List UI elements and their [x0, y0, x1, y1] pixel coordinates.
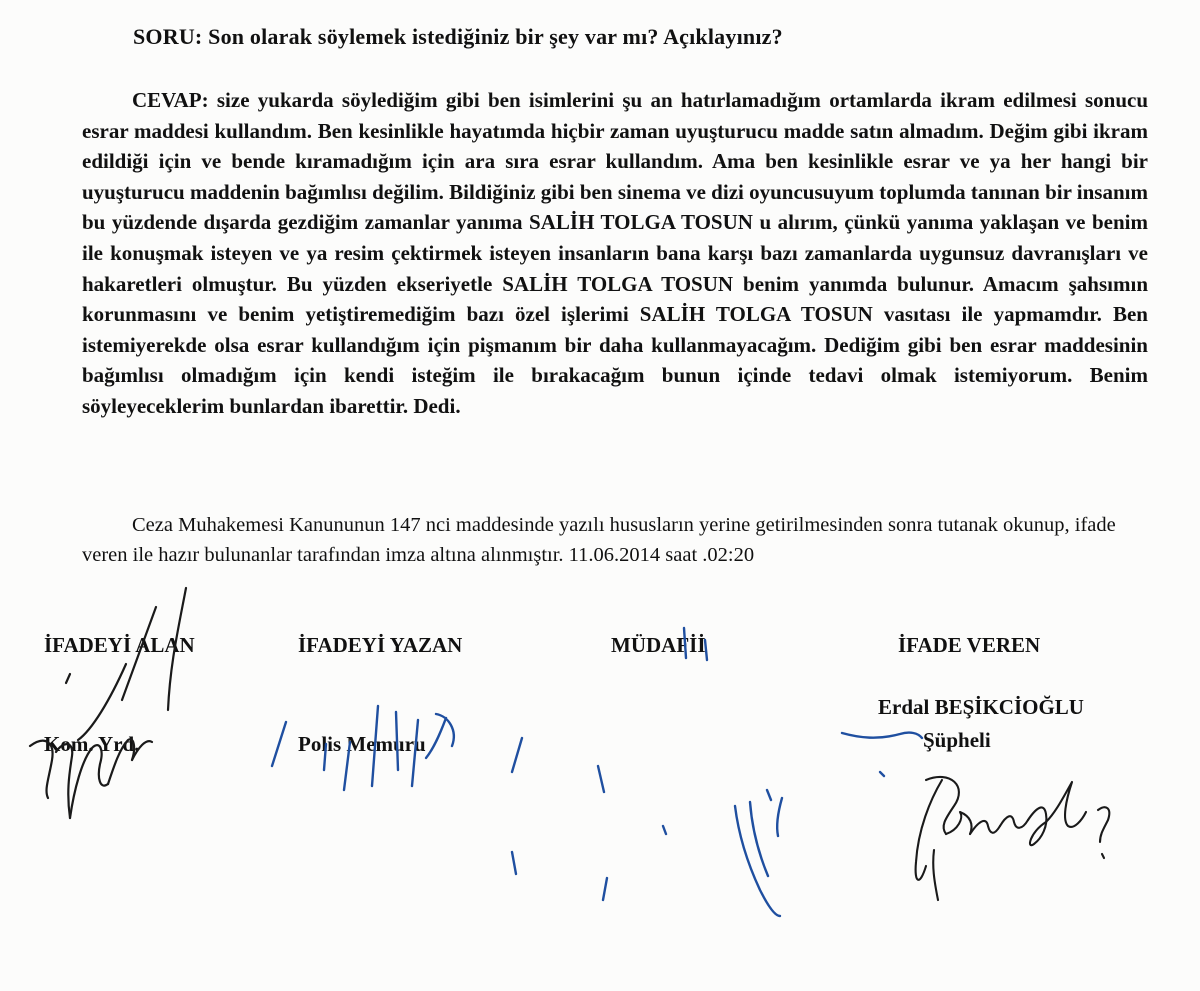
giver-signature-icon [916, 777, 1110, 900]
statement-writer-label: İFADEYİ YAZAN [298, 633, 463, 657]
answer-name: SALİH TOLGA TOSUN [639, 302, 873, 327]
statement-writer-title: Polis Memuru [298, 732, 426, 756]
statement-giver-title: Şüpheli [923, 728, 991, 752]
statement-giver-label: İFADE VEREN [898, 633, 1041, 657]
statement-giver-name: Erdal BEŞİKCİOĞLU [878, 695, 1084, 719]
statement-taker-label: İFADEYİ ALAN [44, 633, 195, 657]
answer-name: SALİH TOLGA TOSUN [529, 210, 753, 235]
taker-signature-icon [30, 588, 186, 818]
question-line: SORU: Son olarak söylemek istediğiniz bir şey var mı? Açıklayınız? [133, 24, 783, 49]
answer-name: SALİH TOLGA TOSUN [502, 271, 734, 296]
closing-paragraph: Ceza Muhakemesi Kanununun 147 nci maddesinde yazılı hususların yerine getirilmesinden sonra tutanak okunup, ifade veren ile hazır bulunanlar tarafından imza altına alınmıştır. 11.06.2014 saat .02:20 [82, 514, 1116, 566]
counsel-signature-icon [512, 628, 922, 916]
answer-text: benim yanımda bulunur. Amacım şahsımın korunmasını ve benim yetiştiremediğim bazı özel işlerimi [82, 271, 1148, 327]
statement-taker-title: Kom. Yrd. [44, 732, 140, 756]
answer-text: u alırım, çünkü yanıma yaklaşan ve benim ile konuşmak isteyen ve ya resim çektirmek isteyen insanların bana karşı bazı zamanlarda uygunsuz davranışları ve hakaretleri olmuştur. Bu yüzden ekseriyetle [82, 210, 1149, 296]
answer-text: vasıtası ile yapmamdır. Ben istemiyerekde olsa esrar kullandığım için pişmanım bir daha kullanmayacağım. Dediğim gibi ben esrar maddesinin bağımlısı olmadığım için kendi isteğim ile bırakacağım bunun içinde tedavi olmak istemiyorum. Benim söyleyeceklerim bunlardan ibarettir. Dedi. [82, 302, 1148, 418]
answer-text: CEVAP: size yukarda söylediğim gibi ben isimlerini şu an hatırlamadığım ortamlarda ikram edilmesi sonucu esrar maddesi kullandım. Ben kesinlikle hayatımda hiçbir zaman uyuşturucu madde satın almadım. Değim gibi ikram edildiği için ve bende kıramadığım için ara sıra esrar kullandım. Ama ben kesinlikle esrar ve ya her hangi bir uyuşturucu maddenin bağımlısı değilim. Bildiğiniz gibi ben sinema ve dizi oyuncusuyum toplumda tanınan bir insanım bu yüzdende dışarda gezdiğim zamanlar yanıma [82, 88, 1148, 235]
defense-counsel-label: MÜDAFİİ [611, 633, 706, 657]
answer-paragraph [82, 85, 1148, 422]
